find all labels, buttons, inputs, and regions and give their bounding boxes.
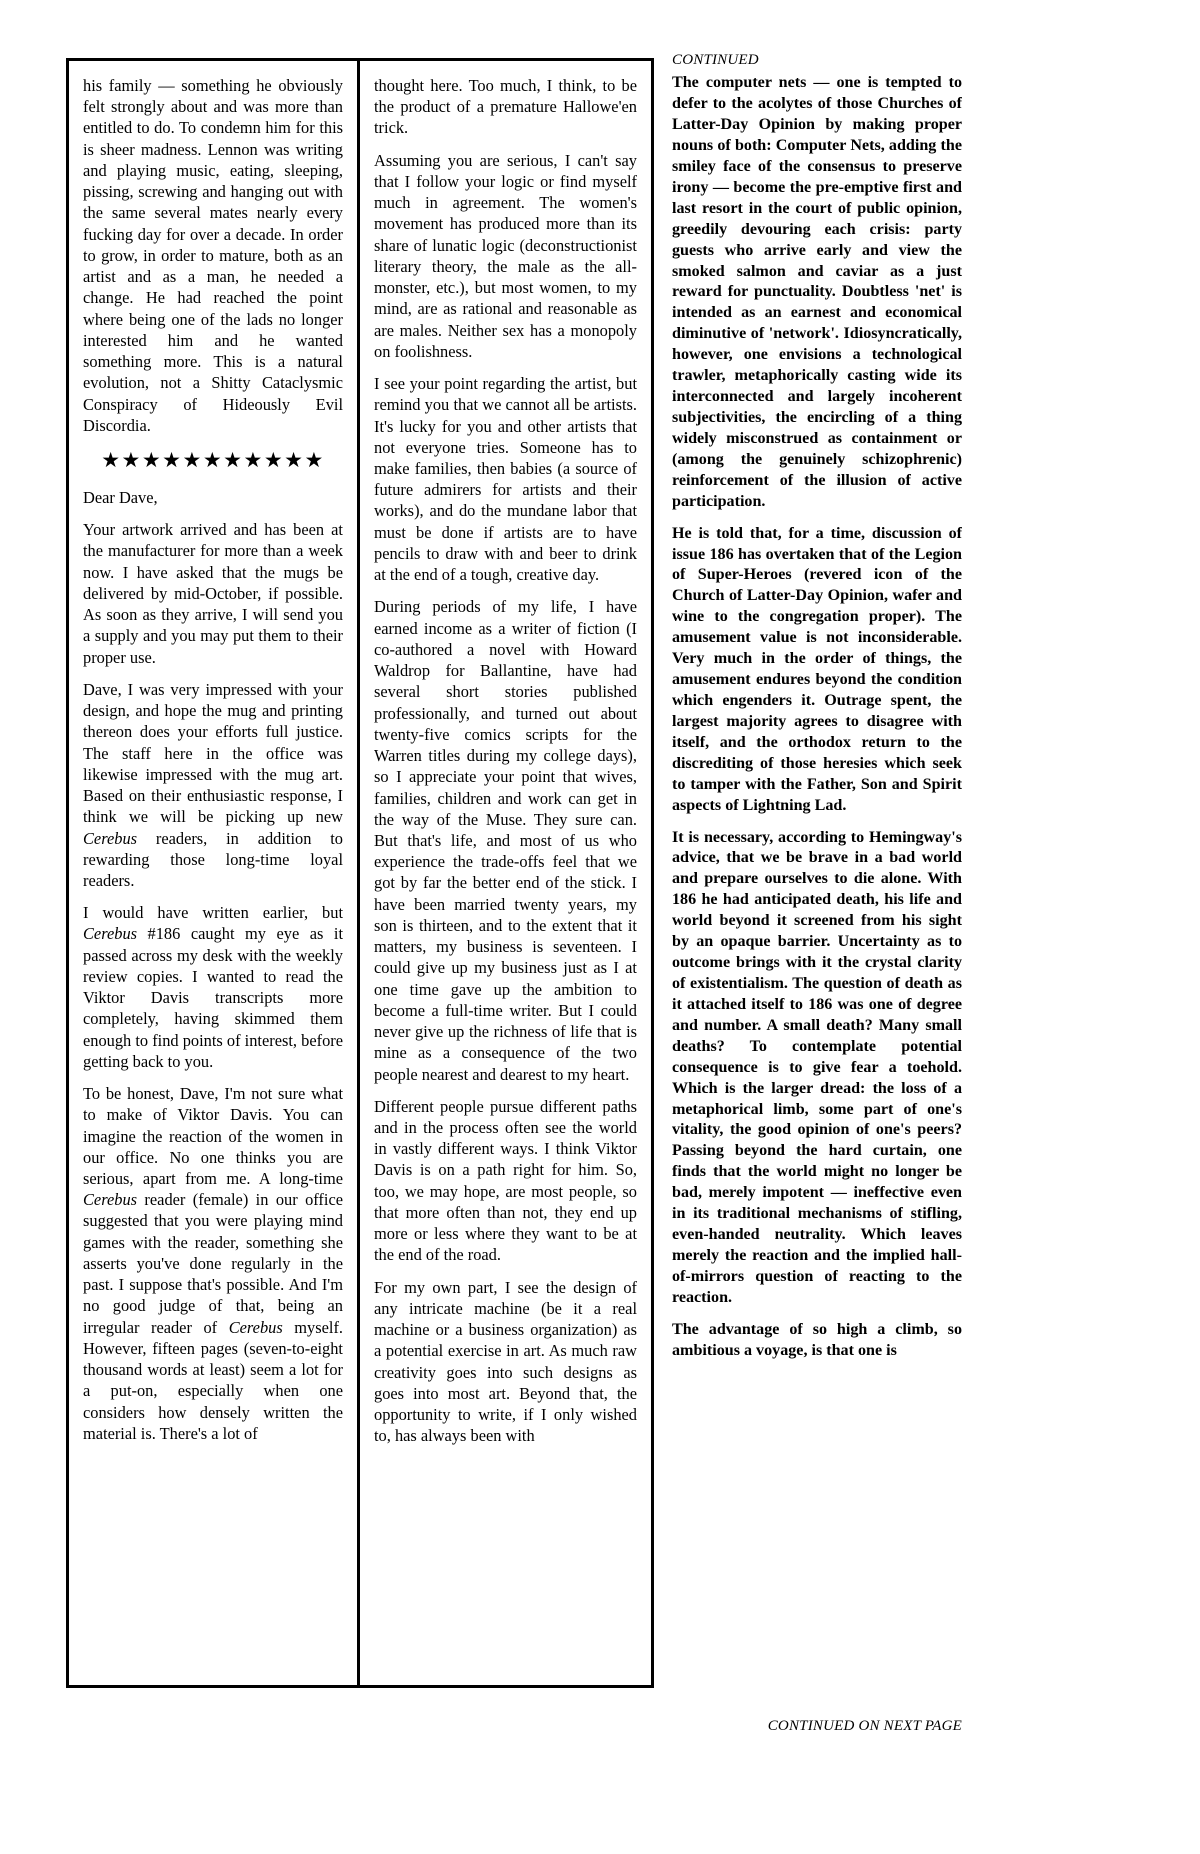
- italic-title: Cerebus: [228, 1317, 283, 1337]
- paragraph: The advantage of so high a climb, so ambitious a voyage, is that one is: [672, 1320, 962, 1359]
- column-two-paragraphs: [374, 75, 637, 1447]
- paragraph: During periods of my life, I have earned income as a writer of fiction (I co-authored a novel with Howard Waldrop for Ballantine, have had several short stories published professionally, and turned out about twenty-five comics scripts for the Warren titles during my college days), so I appreciate your point that wives, families, children and work can get in the way of the Muse. They sure can. But that's life, and most of us who experience the trade-offs feel that we got by far the better end of the stick. I have been married twenty years, my son is thirteen, and to the extent that it matters, my business is seventeen. I could give up my business just as I at one time gave up the ambition to become a full-time writer. But I could never give up the richness of life that is mine as a consequence of the two people nearest and dearest to my heart.: [374, 597, 637, 1084]
- paragraph: his family — something he obviously felt strongly about and was more than entitled to do. To condemn him for this is sheer madness. Lennon was writing and playing music, eating, sleeping, pissing, screwing and hanging out with the same several mates nearly every fucking day for over a decade. In order to grow, in order to mature, both as an artist and as a man, he needed a change. He had reached the point where being one of the lads no longer interested him and he wanted something more. This is a natural evolution, not a Shitty Cataclysmic Conspiracy of Hideously Evil Discordia.: [83, 76, 343, 435]
- letter-salutation: Dear Dave,: [83, 487, 158, 507]
- continued-header: CONTINUED: [672, 52, 759, 68]
- paragraph: The computer nets — one is tempted to defer to the acolytes of those Churches of Latter-Day Opinion by making proper nouns of both: Computer Nets, adding the smiley face of the consensus to preserve irony — become the pre-emptive first and last resort in the court of public opinion, greedily devouring each crisis: party guests who arrive early and view the smoked salmon and caviar as a just reward for punctuality. Doubtless 'net' is intended as an earnest and economical diminutive of 'network'. Idiosyncratically, however, one envisions a technological trawler, metaphorically casting wide its interconnected and largely incoherent subjectivities, the encircling of a thing widely misconstrued as containment or (among the genuinely schizophrenic) reinforcement of the illusion of active participation.: [672, 74, 962, 510]
- paragraph: I see your point regarding the artist, but remind you that we cannot all be artists. It's lucky for you and other artists that not everyone tries. Someone has to make families, then babies (a source of future admirers for artists and their works), and do the mundane labor that must be done if artists are to have pencils to draw with and beer to drink at the end of a tough, creative day.: [374, 374, 637, 585]
- paragraph: thought here. Too much, I think, to be the product of a premature Hallowe'en trick.: [374, 76, 637, 138]
- paragraph: It is necessary, according to Hemingway's advice, that we be brave in a bad world and prepare ourselves to die alone. With 186 he had anticipated death, his life and world beyond it screened from his sight by an opaque barrier. Uncertainty as to outcome brings with it the crystal clarity of existentialism. The question of death as it attached itself to 186 was one of degree and number. A small death? Many small deaths? To contemplate potential consequence is to give fear a toehold. Which is the larger dread: the loss of a metaphorical limb, some part of one's vitality, the good opinion of one's peers? Passing beyond the hard curtain, one finds that the world might no longer be bad, merely impotent — ineffective even in its traditional mechanisms of stifling, even-handed neutrality. Which leaves merely the reaction and the implied hall-of-mirrors question of reacting to the reaction.: [672, 828, 962, 1306]
- letters-column-one: [69, 61, 360, 1685]
- paragraph: Assuming you are serious, I can't say that I follow your logic or find myself much in agreement. The women's movement has produced more than its share of lunatic logic (deconstructionist literary theory, the male as the all-monster, etc.), but most women, to my mind, are as rational and reasonable as are males. Neither sex has a monopoly on foolishness.: [374, 150, 637, 361]
- column-one-letter-paragraphs: [83, 519, 343, 1444]
- paragraph: To be honest, Dave, I'm not sure what to make of Viktor Davis. You can imagine the reaction of the women in our office. No one thinks you are serious, apart from me. A long-time Cerebus reader (female) in our office suggested that you were playing mind games with the reader, something she asserts you've done regularly in the past. I suppose that's possible. And I'm no good judge of that, being an irregular reader of Cerebus myself. However, fifteen pages (seven-to-eight thousand words at least) seem a lot for a put-on, especially when one considers how densely written the material is. There's a lot of: [83, 1084, 344, 1443]
- paragraph: Your artwork arrived and has been at the manufacturer for more than a week now. I have asked that the mugs be delivered by mid-October, if possible. As soon as they arrive, I will send you a supply and you may put them to their proper use.: [83, 520, 343, 667]
- letters-column-two: [360, 61, 651, 1685]
- paragraph: He is told that, for a time, discussion of issue 186 has overtaken that of the Legion of Super-Heroes (revered icon of the Church of Latter-Day Opinion, wafer and wine to the congregation proper). The amusement value is not inconsiderable. Very much in the order of things, the amusement endures beyond the condition which engenders it. Outrage spent, the largest majority agrees to disagree with itself, and the orthodox return to the discrediting of those heresies which seek to tamper with the Father, Son and Spirit aspects of Lightning Lad.: [672, 524, 962, 814]
- paragraph: Dave, I was very impressed with your design, and hope the mug and printing thereon does your efforts full justice. The staff here in the office was likewise impressed with the mug art. Based on their enthusiastic response, I think we will be picking up new Cerebus readers, in addition to rewarding those long-time loyal readers.: [83, 679, 343, 890]
- column-one-opening-paragraphs: [83, 75, 343, 436]
- continued-column: [672, 52, 962, 1712]
- continued-footer: CONTINUED ON NEXT PAGE: [767, 1718, 962, 1734]
- italic-title: Cerebus: [83, 828, 138, 848]
- star-divider: ★★★★★★★★★★★: [101, 447, 325, 472]
- paragraph: Different people pursue different paths and in the process often see the world in vastly different ways. I think Viktor Davis is on a path right for him. So, too, we may hope, are most people, so that more often than not, they end up more or less where they want to be at the end of the road.: [374, 1096, 637, 1265]
- continued-column-paragraphs: [672, 73, 962, 1361]
- italic-title: Cerebus: [83, 924, 138, 944]
- letters-box: [66, 58, 654, 1688]
- italic-title: Cerebus: [83, 1190, 138, 1210]
- paragraph: For my own part, I see the design of any intricate machine (be it a real machine or a business organization) as a potential exercise in art. As much raw creativity goes into such designs as goes into most art. Beyond that, the opportunity to write, if I only wished to, has always been with: [374, 1277, 637, 1446]
- paragraph: I would have written earlier, but Cerebus #186 caught my eye as it passed across my desk with the weekly review copies. I wanted to read the Viktor Davis transcripts more completely, having skimmed them enough to find points of interest, before getting back to you.: [83, 903, 343, 1071]
